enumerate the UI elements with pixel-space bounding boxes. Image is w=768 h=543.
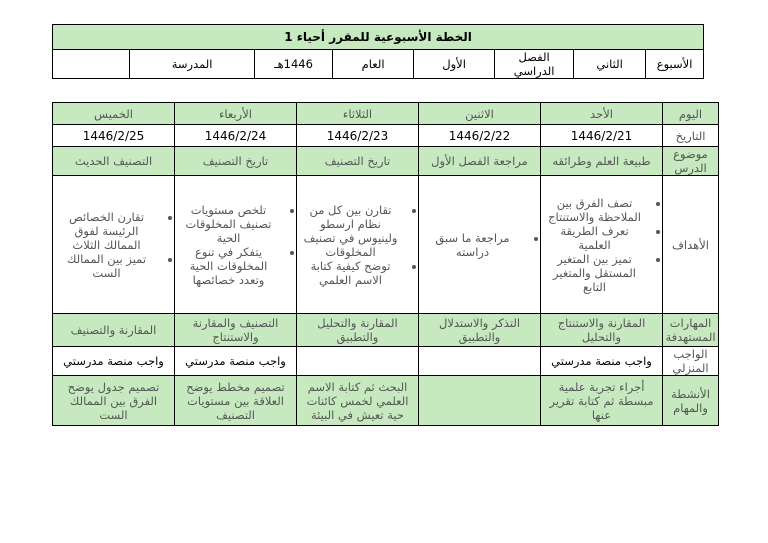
day-name: الأربعاء	[175, 103, 297, 125]
day-topic[interactable]: طبيعة العلم وطرائقه	[541, 147, 663, 176]
day-activities[interactable]	[419, 376, 541, 426]
year-label: العام	[333, 50, 414, 79]
day-topic[interactable]: تاريخ التصنيف	[175, 147, 297, 176]
goal-item: • تلخص مستويات تصنيف المخلوقات الحية	[177, 203, 280, 245]
page-title: الخطة الأسبوعية للمقرر أحياء 1	[53, 25, 704, 50]
row-label-topic: موضوع الدرس	[663, 147, 719, 176]
day-activities[interactable]: تصميم مخطط يوضح العلاقة بين مستويات التصنيف	[175, 376, 297, 426]
day-date[interactable]: 1446/2/25	[53, 125, 175, 147]
day-name: الأحد	[541, 103, 663, 125]
day-homework[interactable]	[419, 347, 541, 376]
school-value[interactable]	[53, 50, 130, 79]
goal-item: • تقارن بين كل من نظام ارسطو ولينيوس في تصنيف المخلوقات	[299, 203, 402, 259]
goal-item: • تميز بين المتغير المستقل والمتغير التابع	[543, 252, 646, 294]
day-homework[interactable]	[297, 347, 419, 376]
day-date[interactable]: 1446/2/23	[297, 125, 419, 147]
goal-item: • توضح كيفية كتابة الاسم العلمي	[299, 259, 402, 287]
row-label-skills: المهارات المستهدفة	[663, 314, 719, 347]
day-name: الثلاثاء	[297, 103, 419, 125]
day-topic[interactable]: تاريخ التصنيف	[297, 147, 419, 176]
goal-item: • مراجعة ما سبق دراسته	[421, 231, 524, 259]
row-label-activities: الأنشطة والمهام	[663, 376, 719, 426]
day-goals[interactable]	[419, 176, 541, 314]
day-activities[interactable]: البحث ثم كتابة الاسم العلمي لخمس كائنات حية تعيش في البيئة	[297, 376, 419, 426]
day-skills[interactable]: التذكر والاستدلال والتطبيق	[419, 314, 541, 347]
day-date[interactable]: 1446/2/24	[175, 125, 297, 147]
weekly-plan-table	[52, 102, 719, 426]
goal-item: • تعرف الطريقة العلمية	[543, 224, 646, 252]
day-topic[interactable]: مراجعة الفصل الأول	[419, 147, 541, 176]
year-value[interactable]: 1446هـ	[255, 50, 333, 79]
day-topic[interactable]: التصنيف الحديث	[53, 147, 175, 176]
term-label: الفصل الدراسي	[495, 50, 574, 79]
row-label-day: اليوم	[663, 103, 719, 125]
goal-item: • يتفكر في تنوع المخلوقات الحية وتعدد خصائصها	[177, 245, 280, 287]
day-homework[interactable]: واجب منصة مدرستي	[175, 347, 297, 376]
day-name: الاثنين	[419, 103, 541, 125]
day-goals[interactable]	[53, 176, 175, 314]
day-activities[interactable]: تصميم جدول يوضح الفرق بين الممالك الست	[53, 376, 175, 426]
day-date[interactable]: 1446/2/22	[419, 125, 541, 147]
week-value[interactable]: الثاني	[574, 50, 646, 79]
goal-item: • تقارن الخصائص الرئيسة لفوق الممالك الثلاث	[55, 210, 158, 252]
day-homework[interactable]: واجب منصة مدرستي	[541, 347, 663, 376]
goal-item: • تصف الفرق بين الملاحظة والاستنتاج	[543, 196, 646, 224]
day-skills[interactable]: المقارنة والاستنتاج والتحليل	[541, 314, 663, 347]
day-goals[interactable]	[297, 176, 419, 314]
row-label-goals: الأهداف	[663, 176, 719, 314]
day-skills[interactable]: المقارنة والتصنيف	[53, 314, 175, 347]
day-activities[interactable]: أجراء تجربة علمية مبسطة ثم كتابة تقرير عنها	[541, 376, 663, 426]
day-goals[interactable]	[541, 176, 663, 314]
week-label: الأسبوع	[646, 50, 704, 79]
row-label-date: التاريخ	[663, 125, 719, 147]
day-goals[interactable]	[175, 176, 297, 314]
day-date[interactable]: 1446/2/21	[541, 125, 663, 147]
term-value[interactable]: الأول	[414, 50, 495, 79]
day-homework[interactable]: واجب منصة مدرستي	[53, 347, 175, 376]
day-skills[interactable]: التصنيف والمقارنة والاستنتاج	[175, 314, 297, 347]
day-name: الخميس	[53, 103, 175, 125]
day-skills[interactable]: المقارنة والتحليل والتطبيق	[297, 314, 419, 347]
header-table	[52, 24, 704, 79]
school-label: المدرسة	[130, 50, 255, 79]
goal-item: • تميز بين الممالك الست	[55, 252, 158, 280]
row-label-homework: الواجب المنزلي	[663, 347, 719, 376]
